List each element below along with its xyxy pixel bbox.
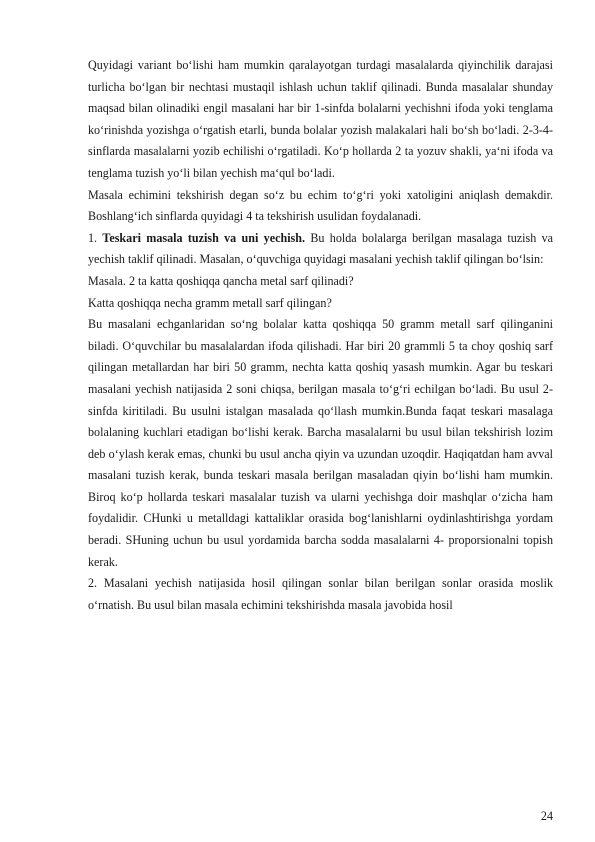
paragraph-intro: Quyidagi variant bo‘lishi ham mumkin qaralayotgan turdagi masalalarda qiyinchilik darajasi turlicha bo‘lgan bir nechtasi mustaqil ishlash uchun taklif qilinadi. Bunda masalalar shunday maqsad bilan olinadiki engil masalani har bir 1-sinfda bolalarni yechishni ifoda yoki tenglama ko‘rinishda yozishga o‘rgatish etarli, bunda bolalar yozish malakalari hali bo‘sh bo‘ladi. 2-3-4- sinflarda masalalarni yozib echilishi o‘rgatiladi. Ko‘p hollarda 2 ta yozuv shakli, ya‘ni ifoda va tenglama tuzish yo‘li bilan yechish ma‘qul bo‘ladi. xyxy=(88,58,553,180)
item-1-text: Bu holda bolalarga berilgan masalaga tuzish va yechish taklif qilinadi. Masalan, o‘quvchiga quyidagi masalani yechish taklif qilingan bo‘lsin: xyxy=(88,230,553,267)
item-1-title: Teskari masala tuzish va uni yechish. xyxy=(102,230,306,245)
item-1-number: 1. xyxy=(88,230,103,245)
paragraph-item-2: 2. Masalani yechish natijasida hosil qilingan sonlar bilan berilgan sonlar orasida moslik o‘rnatish. Bu usul bilan masala echimini tekshirishda masala javobida hosil xyxy=(88,576,553,612)
paragraph-solution-discussion: Bu masalani echganlaridan so‘ng bolalar katta qoshiqqa 50 gramm metall sarf qilinganini biladi. O‘quvchilar bu masalalardan ifoda qilishadi. Har biri 20 grammli 5 ta choy qoshiq sarf qilingan metallardan har biri 50 gramm, nechta katta qoshiq yasash mumkin. Agar bu teskari masalani yechish natijasida 2 soni chiqsa, berilgan masala to‘g‘ri echilgan bo‘ladi. Bu usul 2- sinfda kiritiladi. Bu usulni istalgan masalada qo‘llash mumkin.Bunda faqat teskari masalaga bolalaning kuchlari etadigan bo‘lishi kerak. Barcha masalalarni bu usul bilan tekshirish lozim deb o‘ylash kerak emas, chunki bu usul ancha qiyin va uzundan uzoqdir. Haqiqatdan ham avval masalani tuzish kerak, bunda teskari masala berilgan masaladan qiyin bo‘lishi ham mumkin. Biroq ko‘p hollarda teskari masalalar tuzish va ularni yechishga doir mashqlar o‘zicha ham foydalidir. CHunki u metalldagi kattaliklar orasida bog‘lanishlarni oydinlashtirishga yordam beradi. SHuning uchun bu usul yordamida barcha sodda masalalarni 4- proporsionalni topish kerak. xyxy=(88,317,553,569)
example-line-1: Masala. 2 ta katta qoshiqqa qancha metal sarf qilinadi? xyxy=(88,273,354,288)
page-number: 24 xyxy=(540,809,553,823)
paragraph-item-1 xyxy=(88,228,553,271)
paragraph-checking: Masala echimini tekshirish degan so‘z bu echim to‘g‘ri yoki xatoligini aniqlash demakdir. Boshlang‘ich sinflarda quyidagi 4 ta tekshirish usulidan foydalanadi. xyxy=(88,187,553,224)
page-body xyxy=(88,55,553,616)
example-line-2: Katta qoshiqqa necha gramm metall sarf qilingan? xyxy=(88,295,332,310)
